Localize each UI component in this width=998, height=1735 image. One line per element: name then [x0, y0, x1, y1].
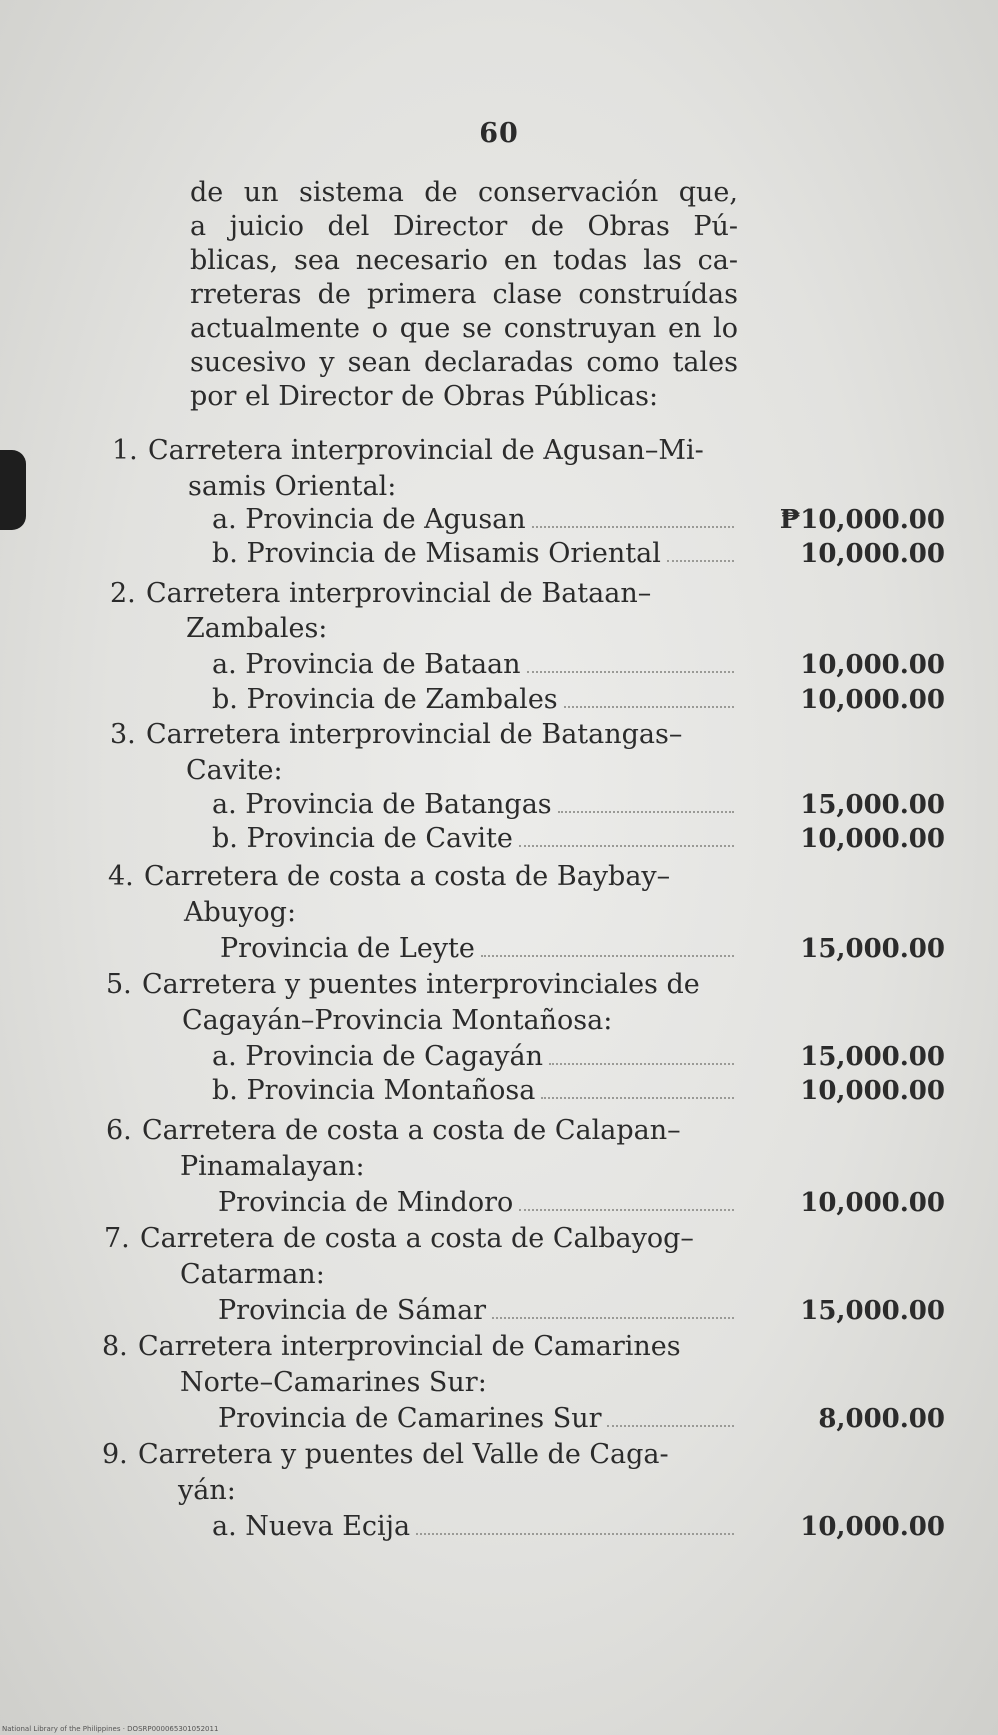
list-item-continuation: Norte–Camarines Sur:: [180, 1367, 487, 1398]
allocation-entry: b. Provincia de Cavite: [212, 822, 738, 856]
allocation-entry: a. Provincia de Bataan: [212, 648, 738, 682]
allocation-entry: Provincia de Sámar: [218, 1294, 738, 1328]
list-item-continuation: samis Oriental:: [188, 471, 397, 502]
allocation-entry: b. Provincia Montañosa: [212, 1074, 738, 1108]
allocation-amount: 10,000.00: [800, 1512, 945, 1542]
allocation-amount: 15,000.00: [800, 790, 945, 820]
list-item-title: 1. Carretera interprovincial de Agusan–Mi-: [112, 435, 704, 466]
allocation-entry: Provincia de Mindoro: [218, 1186, 738, 1220]
leader-dots: [607, 1425, 734, 1427]
leader-dots: [416, 1533, 734, 1535]
leader-dots: [532, 526, 734, 528]
leader-dots: [481, 955, 734, 957]
list-item-title: 5. Carretera y puentes interprovinciales de: [106, 969, 700, 1000]
allocation-amount: ₱10,000.00: [779, 505, 945, 535]
list-item-continuation: Abuyog:: [184, 897, 297, 928]
allocation-amount: 15,000.00: [800, 1042, 945, 1072]
allocation-amount: 10,000.00: [800, 650, 945, 680]
scan-footer-credit: National Library of the Philippines · DOSRP000065301052011: [2, 1725, 219, 1733]
list-item-title: 9. Carretera y puentes del Valle de Caga-: [102, 1439, 669, 1470]
intro-line: blicas, sea necesario en todas las ca-: [190, 245, 738, 276]
allocation-amount: 8,000.00: [818, 1404, 945, 1434]
list-item-continuation: Cavite:: [186, 755, 283, 786]
allocation-amount: 15,000.00: [800, 1296, 945, 1326]
leader-dots: [527, 671, 734, 673]
leader-dots: [519, 845, 734, 847]
allocation-entry: Provincia de Camarines Sur: [218, 1402, 738, 1436]
leader-dots: [492, 1317, 734, 1319]
intro-line: actualmente o que se construyan en lo: [190, 313, 738, 344]
allocation-entry: a. Nueva Ecija: [212, 1510, 738, 1544]
allocation-entry: a. Provincia de Cagayán: [212, 1040, 738, 1074]
list-item-title: 6. Carretera de costa a costa de Calapan–: [106, 1115, 681, 1146]
allocation-amount: 10,000.00: [800, 685, 945, 715]
leader-dots: [549, 1063, 734, 1065]
allocation-entry: b. Provincia de Misamis Oriental: [212, 537, 738, 571]
list-item-title: 8. Carretera interprovincial de Camarines: [102, 1331, 681, 1362]
intro-line: rreteras de primera clase construídas: [190, 279, 738, 310]
allocation-entry: a. Provincia de Agusan: [212, 503, 738, 537]
allocation-amount: 10,000.00: [800, 539, 945, 569]
allocation-amount: 15,000.00: [800, 934, 945, 964]
leader-dots: [564, 706, 734, 708]
leader-dots: [558, 811, 734, 813]
intro-line: sucesivo y sean declaradas como tales: [190, 347, 738, 378]
allocation-amount: 10,000.00: [800, 1076, 945, 1106]
allocation-entry: a. Provincia de Batangas: [212, 788, 738, 822]
leader-dots: [519, 1209, 734, 1211]
list-item-continuation: Zambales:: [186, 613, 328, 644]
list-item-title: 7. Carretera de costa a costa de Calbayog–: [104, 1223, 694, 1254]
allocation-entry: Provincia de Leyte: [220, 932, 738, 966]
list-item-title: 3. Carretera interprovincial de Batangas–: [110, 719, 683, 750]
page-number: 60: [479, 118, 519, 149]
list-item-continuation: Catarman:: [180, 1259, 325, 1290]
leader-dots: [667, 560, 734, 562]
list-item-continuation: Cagayán–Provincia Montañosa:: [182, 1005, 613, 1036]
allocation-entry: b. Provincia de Zambales: [212, 683, 738, 717]
list-item-title: 2. Carretera interprovincial de Bataan–: [110, 578, 652, 609]
intro-line: de un sistema de conservación que,: [190, 177, 738, 208]
list-item-continuation: yán:: [178, 1475, 236, 1506]
allocation-amount: 10,000.00: [800, 1188, 945, 1218]
allocation-amount: 10,000.00: [800, 824, 945, 854]
list-item-title: 4. Carretera de costa a costa de Baybay–: [108, 861, 671, 892]
leader-dots: [541, 1097, 734, 1099]
intro-line: a juicio del Director de Obras Pú-: [190, 211, 738, 242]
list-item-continuation: Pinamalayan:: [180, 1151, 365, 1182]
intro-line: por el Director de Obras Públicas:: [190, 381, 659, 412]
